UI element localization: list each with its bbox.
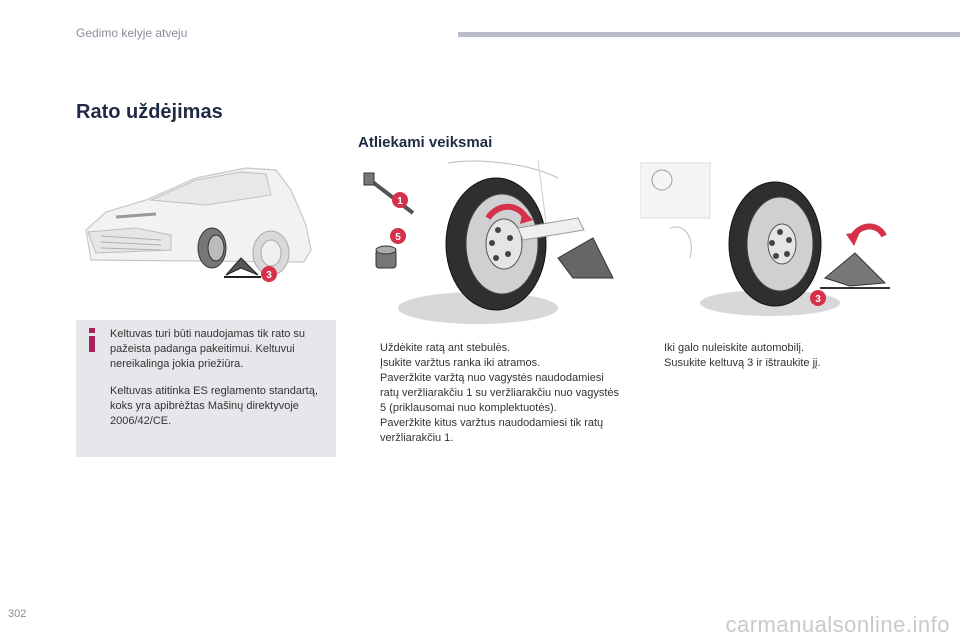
- svg-text:1: 1: [397, 196, 403, 207]
- list-item: Susukite keltuvą 3 ir ištraukite jį.: [664, 357, 821, 369]
- list-item: Paveržkite kitus varžtus naudodamiesi tik ratų veržliarakčiu 1.: [380, 417, 604, 444]
- list-item: Įsukite varžtus ranka iki atramos.: [380, 357, 541, 369]
- svg-text:5: 5: [395, 232, 401, 243]
- header-bar: [458, 32, 960, 37]
- wheel-mount-illustration: [358, 158, 620, 326]
- info-box: [76, 320, 336, 457]
- section-title: Gedimo kelyje atveju: [76, 26, 188, 40]
- sub-heading: Atliekami veiksmai: [358, 134, 493, 151]
- svg-text:3: 3: [815, 294, 821, 305]
- info-paragraph-1: Keltuvas turi būti naudojamas tik rato su pažeista padanga pakeitimui. Keltuvui nereikalinga jokia priežiūra.: [110, 328, 306, 370]
- list-item: Paveržkite varžtą nuo vagystės naudodamiesi ratų veržliarakčiu 1 su veržliarakčiu nuo vagystės 5 (priklausomai nuo komplektuotės).: [380, 372, 620, 414]
- page-heading: Rato uždėjimas: [76, 101, 223, 123]
- info-paragraph-2: Keltuvas atitinka ES reglamento standartą, koks yra apibrėžtas Mašinų direktyvoje 2006/42/CE.: [110, 385, 318, 427]
- list-item: Iki galo nuleiskite automobilį.: [664, 342, 805, 354]
- watermark: carmanualsonline.info: [725, 612, 950, 637]
- svg-text:3: 3: [266, 270, 272, 281]
- car-jack-illustration: [76, 150, 338, 310]
- steps-list-left: [366, 341, 620, 446]
- jack-lower-illustration: [640, 158, 902, 326]
- info-icon: [86, 328, 98, 352]
- list-item: Uždėkite ratą ant stebulės.: [380, 342, 511, 354]
- page-number: 302: [8, 608, 27, 620]
- steps-list-right: [650, 341, 890, 371]
